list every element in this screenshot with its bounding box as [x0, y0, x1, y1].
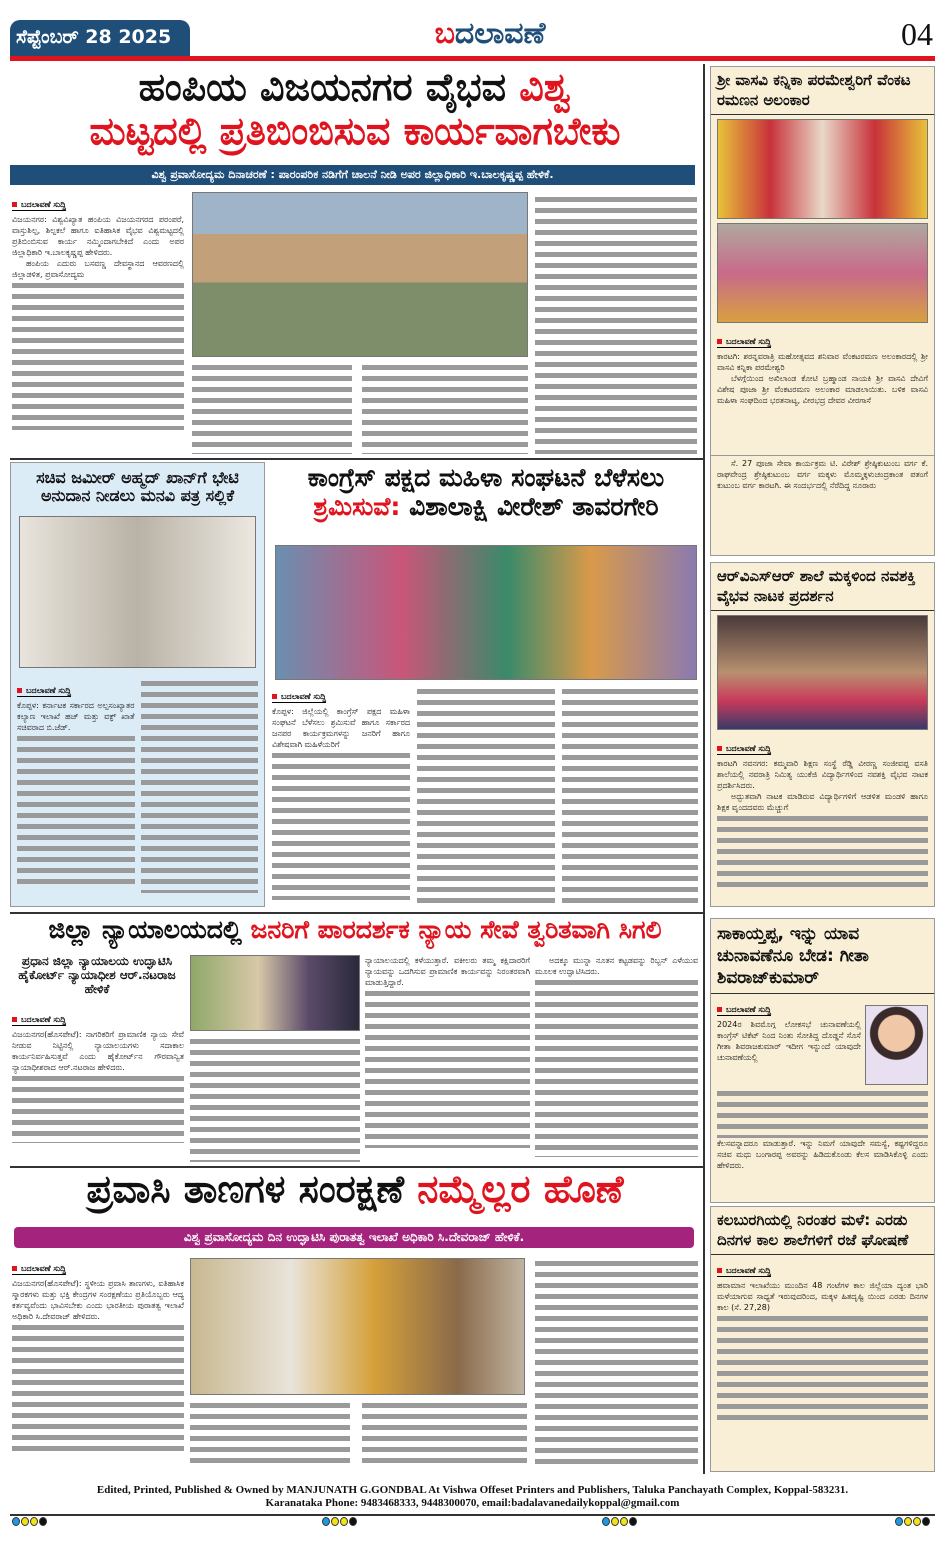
zameer-lead: ಕೊಪ್ಪಳ: ಕರ್ನಾಟಕ ಸರ್ಕಾರದ ಅಲ್ಪಸಂಖ್ಯಾತರ ಕಲ್ಯಾಣ ಇಲಾಖೆ ಹಜ್ ಮತ್ತು ವಕ್ಫ್ ಖಾತೆ ಸಚಿವರಾದ ಬಿ.ಜೆಡ್. — [17, 700, 135, 732]
geetha-tail: ಕೆಲಸವನ್ನಾದರೂ ಮಾಡುತ್ತಾರೆ. ಇನ್ನು ನಿಮಗೆ ಯಾವುದೇ ಸಮಸ್ಯೆ, ಕಷ್ಟಗಳಿದ್ದರೂ ಸಚಿವ ಮಧು ಬಂಗಾರಪ್ಪ ಅವರನ್ನು ಹಿಡಿದುಕೊಂಡು ಕೆಲಸ ಮಾಡಿಸಿಕೊಳ್ಳಿ ಎಂದು ಹೇಳಿದರು. — [717, 1139, 928, 1171]
rvsr-headline: ಆರ್‌ವಿಎಸ್‌ಆರ್ ಶಾಲೆ ಮಕ್ಕಳಿಂದ ನವಶಕ್ತಿ ವೈಭವ ನಾಟಕ ಪ್ರದರ್ಶನ — [711, 563, 934, 611]
body-text — [535, 194, 697, 454]
hampi-headline — [10, 66, 700, 153]
vasavi-photo-2 — [717, 223, 928, 323]
body-text — [190, 1036, 360, 1162]
byline: ಬದಲಾವಣೆ ಸುದ್ದಿ — [272, 692, 326, 703]
pravasi-col1 — [12, 1256, 184, 1452]
court-col3-text: ಅದಕ್ಕೂ ಮುನ್ನಾ ನೂತನ ಕಟ್ಟಡವನ್ನು ರಿಬ್ಬನ್ ಎಳೆಯುವ ಮೂಲಕ ಉದ್ಘಾಟಿಸಿದರು. — [535, 956, 698, 976]
court-lead: ವಿಜಯನಗರ(ಹೊಸಪೇಟೆ): ನಾಗರಿಕರಿಗೆ ಪ್ರಾಮಾಣಿಕ ನ್ಯಾಯ ಸೇವೆ ನೀಡುವ ನಿಟ್ಟಿನಲ್ಲಿ ನ್ಯಾಯಾಲಯಗಳು ಸದಾಕಾಲ ಕಾರ್ಯನಿರ್ವಹಿಸುತ್ತವೆ ಎಂದು ಹೈಕೋರ್ಟ್‌ನ ಗೌರವಾನ್ವಿತ ನ್ಯಾಯಾಧೀಶರಾದ ಆರ್.ನಟರಾಜ ಹೇಳಿದರು. — [12, 1030, 184, 1072]
rvsr-lead: ಕಾರಟಗಿ ನವನಗರ: ಕಮ್ಮವಾರಿ ಶಿಕ್ಷಣ ಸಂಸ್ಥೆ ರೆಡ್ಡಿ ವೀರಣ್ಣ ಸಂಜೀವಪ್ಪ ವಸತಿ ಶಾಲೆಯಲ್ಲಿ ನವರಾತ್ರಿ ನಿಮಿತ್ಯ ಯುಕೆಜಿ ವಿದ್ಯಾರ್ಥಿಗಳಿಂದ ನವಶಕ್ತಿ ವೈಭವ ನಾಟಕ ಪ್ರದರ್ಶಿಸಿದರು. — [717, 759, 928, 790]
congress-photo — [275, 545, 697, 680]
registration-marks — [12, 1517, 47, 1526]
congress-headline — [272, 464, 700, 522]
court-headline — [10, 916, 700, 945]
zameer-photo — [19, 516, 256, 668]
vasavi-article — [710, 66, 935, 456]
body-text — [12, 1073, 184, 1143]
byline: ಬದಲಾವಣೆ ಸುದ್ದಿ — [717, 337, 771, 348]
kalaburagi-article — [710, 1206, 935, 1472]
rvsr-para: ಅದ್ಭುತವಾಗಿ ನಾಟಕ ಮಾಡಿರುವ ವಿದ್ಯಾರ್ಥಿಗಳಿಗೆ ಆಡಳಿತ ಮಂಡಳಿ ಹಾಗೂ ಶಿಕ್ಷಕ ವೃಂದದವರು ಮೆಚ್ಚುಗೆ — [717, 792, 928, 812]
headline-red: ಶ್ರಮಿಸುವೆ: — [313, 491, 401, 521]
hampi-para: ಹಂಪಿಯ ಎದುರು ಬಸವಣ್ಣ ದೇವಸ್ಥಾನದ ಆವರಣದಲ್ಲಿ ಜಿಲ್ಲಾಡಳಿತ, ಪ್ರವಾಸೋದ್ಯಮ — [12, 259, 184, 279]
byline: ಬದಲಾವಣೆ ಸುದ್ದಿ — [12, 200, 66, 211]
pravasi-lead: ವಿಜಯನಗರ(ಹೊಸಪೇಟೆ): ಸ್ಥಳೀಯ ಪ್ರವಾಸಿ ತಾಣಗಳು, ಐತಿಹಾಸಿಕ ಸ್ಮಾರಕಗಳು ಮತ್ತು ಭಕ್ತಿ ಕೇಂದ್ರಗಳ ಸಂರಕ್ಷಣೆಯು ಪ್ರತಿಯೊಬ್ಬರು ಆದ್ಯ ಕರ್ತವ್ಯವೆಂದು ಭಾವಿಸಬೇಕು ಎಂದು ಭಾರತೀಯ ಪುರಾತತ್ವ ಇಲಾಖೆ ಅಧಿಕಾರಿ ಸಿ.ದೇವರಾಜ್ ಹೇಳಿದರು. — [12, 1279, 184, 1321]
headline-red-line2: ಮಟ್ಟದಲ್ಲಿ ಪ್ರತಿಬಿಂಬಿಸುವ ಕಾರ್ಯವಾಗಬೇಕು — [89, 108, 621, 153]
masthead-rule — [10, 56, 935, 61]
newspaper-title — [360, 16, 620, 51]
congress-col1 — [272, 684, 410, 900]
body-text — [362, 362, 528, 454]
headline-red: ನಮ್ಮೆಲ್ಲರ ಹೊಣೆ — [417, 1167, 624, 1211]
body-text — [535, 1258, 698, 1468]
headline-line2: ವಿಶಾಲಾಕ್ಷಿ ವೀರೇಶ್ ತಾವರಗೇರಿ — [409, 491, 659, 521]
registration-marks — [895, 1517, 930, 1526]
vasavi-lead: ಕಾರಟಗಿ: ಶರನ್ನವರಾತ್ರಿ ಮಹೋತ್ಸವದ ಶನಿವಾರ ವೆಂಕಟರಮಣ ಅಲಂಕಾರದಲ್ಲಿ ಶ್ರೀ ವಾಸವಿ ಕನ್ನಿಕಾ ಪರಮೇಶ್ವರಿ — [717, 352, 928, 372]
imprint — [0, 1484, 945, 1510]
body-text — [717, 1313, 928, 1423]
byline: ಬದಲಾವಣೆ ಸುದ್ದಿ — [17, 686, 71, 697]
registration-marks — [602, 1517, 637, 1526]
registration-marks — [322, 1517, 357, 1526]
geetha-article — [710, 918, 935, 1203]
body-text — [365, 988, 530, 1148]
kalaburagi-lead: ಹವಾಮಾನ ಇಲಾಖೆಯು ಮುಂದಿನ 48 ಗಂಟೆಗಳ ಕಾಲ ಜಿಲ್ಲೆಯಾ ದ್ಯಂತ ಭಾರಿ ಮಳೆಯಾಗುವ ಸಾಧ್ಯತೆ ಇರುವುದರಿಂದ, ಮಕ್ಕಳ ಹಿತದೃಷ್ಟಿ ಯಿಂದ ಎರಡು ದಿನಗಳ ಕಾಲ (ಸೆ. 27,28) — [717, 1281, 928, 1312]
headline-red: ವಿಶ್ವ — [519, 65, 572, 109]
body-text — [417, 686, 555, 904]
column-divider — [703, 64, 705, 1474]
byline: ಬದಲಾವಣೆ ಸುದ್ದಿ — [717, 1266, 771, 1277]
byline: ಬದಲಾವಣೆ ಸುದ್ದಿ — [717, 744, 771, 755]
byline: ಬದಲಾವಣೆ ಸುದ್ದಿ — [12, 1015, 66, 1026]
court-col2-text: ನ್ಯಾಯಾಲಯದಲ್ಲಿ ಕಳೆಯುತ್ತಾರೆ. ವಕೀಲರು ತಮ್ಮ ಕಕ್ಷಿದಾರರಿಗೆ ನ್ಯಾಯವನ್ನು ಒದಗಿಸುವ ಪ್ರಾಮಾಣಿಕ ಕಾರ್ಯವನ್ನು ನಿರಂತರವಾಗಿ ಮಾಡುತ್ತಿದ್ದಾರೆ. — [365, 956, 530, 987]
court-subhead: ಪ್ರಧಾನ ಜಿಲ್ಲಾ ನ್ಯಾಯಾಲಯ ಉದ್ಘಾಟಿಸಿ ಹೈಕೋರ್ಟ್ ನ್ಯಾಯಾಧೀಶ ಆರ್.ನಟರಾಜ ಹೇಳಿಕೆ — [18, 954, 176, 996]
body-text — [717, 813, 928, 893]
geetha-lead: 2024ರ ಶಿವಮೊಗ್ಗ ಲೋಕಸಭೆ ಚುನಾವಣೆಯಲ್ಲಿ ಕಾಂಗ್ರೆಸ್ ಟಿಕೆಟ್ ನಿಂದ ನಿಂತು ಸೋತಿದ್ದ ದೊಡ್ಡನೆ ಸೊಸೆ ಗೀತಾ ಶಿವರಾಜಕುಮಾರ್ ಇದೀಗ ಇನ್ನುಂದೆ ಯಾವುದೇ ಚುನಾವಣೆಯಲ್ಲಿ — [717, 1020, 861, 1063]
hampi-lead: ವಿಜಯನಗರ: ವಿಶ್ವವಿಖ್ಯಾತ ಹಂಪಿಯ ವಿಜಯನಗರದ ಪರಂಪರೆ, ವಾಸ್ತುಶಿಲ್ಪ, ಶಿಲ್ಪಕಲೆ ಹಾಗೂ ಐತಿಹಾಸಿಕ ವೈಭವ ವಿಶ್ವಮಟ್ಟದಲ್ಲಿ ಪ್ರತಿಬಿಂಬಿಸುವ ಕಾರ್ಯ ನಮ್ಮಿಂದಾಗಬೇಕಿದೆ ಎಂದು ಅಪರ ಜಿಲ್ಲಾಧಿಕಾರಿ ಇ.ಬಾಲಕೃಷ್ಣಪ್ಪ ಹೇಳಿದರು. — [12, 215, 184, 257]
vasavi-para: ಬೆಳಗ್ಗೆಯಿಂದ ಅಖಿಲಾಂಡ ಕೋಟಿ ಬ್ರಹ್ಮಾಂಡ ನಾಯಕಿ ಶ್ರೀ ವಾಸವಿ ದೇವಿಗೆ ವಿಶೇಷ ಪೂಜಾ ಶ್ರೀ ವೆಂಕಟರಮಣ ಅಲಂಕಾರ ಮಾಡಲಾಯಿತು. ಬಳಿಕ ವಾಸವಿ ಮಹಿಳಾ ಸಂಘದಿಂದ ಭರತನಾಟ್ಯ, ವೀರಭದ್ರ ದೇವರ ವೀರಗಾಸೆ — [717, 374, 928, 405]
headline-black: ಜಿಲ್ಲಾ ನ್ಯಾಯಾಲಯದಲ್ಲಿ — [48, 915, 242, 944]
issue-date: ಸೆಪ್ಟೆಂಬರ್ 28 2025 — [10, 20, 190, 56]
geetha-headline: ಸಾಕಾಯ್ತಪ್ಪ, ಇನ್ನು ಯಾವ ಚುನಾವಣೆನೂ ಬೇಡ: ಗೀತಾ ಶಿವರಾಜ್‌ಕುಮಾರ್ — [711, 919, 934, 994]
vasavi-continued — [710, 456, 935, 556]
pravasi-subhead: ವಿಶ್ವ ಪ್ರವಾಸೋದ್ಯಮ ದಿನ ಉದ್ಘಾಟಿಸಿ ಪುರಾತತ್ವ ಇಲಾಖೆ ಅಧಿಕಾರಿ ಸಿ.ದೇವರಾಜ್ ಹೇಳಿಕೆ. — [14, 1227, 694, 1248]
vasavi-para3: ಸೆ. 27 ಪೂಜಾ ಸೇವಾ ಕಾರ್ಯಕ್ರಮ ಟಿ. ವಿರೇಶ್ ಶ್ರೇಷ್ಠಿಕುಟುಂಬ ವರ್ಗ ಕೆ. ರಾಘವೇಂದ್ರ ಶ್ರೇಷ್ಠಿಕುಟುಂಬ ವರ್ಗ ಮಕ್ಕಳು ಮೊಮ್ಮಕ್ಕಳುಚಂದ್ರಕಾಂತ ಪತಂಗೆ ಕುಟುಂಬ ವರ್ಗ ಕಾರಟಗಿ. ಈ ಸಂದರ್ಭದಲ್ಲಿ ನೆರೆದಿದ್ದ ನೂರಾರು — [717, 459, 928, 490]
court-col1 — [12, 1007, 184, 1143]
vasavi-headline: ಶ್ರೀ ವಾಸವಿ ಕನ್ನಿಕಾ ಪರಮೇಶ್ವರಿಗೆ ವೆಂಕಟ ರಮಣನ ಅಲಂಕಾರ — [711, 67, 934, 115]
byline: ಬದಲಾವಣೆ ಸುದ್ದಿ — [12, 1264, 66, 1275]
headline-red: ಜನರಿಗೆ ಪಾರದರ್ಶಕ ನ್ಯಾಯ ಸೇವೆ ತ್ವರಿತವಾಗಿ ಸಿಗಲಿ — [250, 915, 662, 944]
court-col3 — [535, 955, 698, 1157]
congress-lead: ಕೊಪ್ಪಳ: ಜಿಲ್ಲೆಯಲ್ಲಿ ಕಾಂಗ್ರೆಸ್ ಪಕ್ಷದ ಮಹಿಳಾ ಸಂಘಟನೆ ಬೆಳೆಸಲು ಶ್ರಮಿಸುವೆ ಹಾಗೂ ಸರ್ಕಾರದ ಜನಪರ ಕಾರ್ಯಕ್ರಮಗಳನ್ನು ಜನರಿಗೆ ಹಾಗೂ ವಿಶೇಷವಾಗಿ ಮಹಿಳೆಯರಿಗೆ — [272, 707, 410, 749]
body-text — [12, 280, 184, 430]
geetha-portrait — [865, 1005, 928, 1085]
court-col2 — [365, 955, 530, 1148]
vasavi-photo-1 — [717, 119, 928, 219]
body-text — [272, 750, 410, 900]
imprint-line2: Karanataka Phone: 9483468333, 9448300070, email:badalavanedailykoppal@gmail.com — [265, 1497, 680, 1509]
headline-line1: ಕಾಂಗ್ರೆಸ್ ಪಕ್ಷದ ಮಹಿಳಾ ಸಂಘಟನೆ ಬೆಳೆಸಲು — [307, 463, 665, 492]
hampi-col1 — [12, 192, 184, 430]
zameer-article — [10, 462, 265, 907]
court-photo — [190, 955, 360, 1031]
pravasi-photo — [190, 1258, 525, 1395]
headline-black: ಪ್ರವಾಸಿ ತಾಣಗಳ ಸಂರಕ್ಷಣೆ — [86, 1167, 405, 1211]
title-blue-part: ದಲಾವಣೆ — [454, 16, 546, 51]
kalaburagi-headline: ಕಲಬುರಗಿಯಲ್ಲಿ ನಿರಂತರ ಮಳೆ: ಎರಡು ದಿನಗಳ ಕಾಲ ಶಾಲೆಗಳಿಗೆ ರಜೆ ಘೋಷಣೆ — [711, 1207, 934, 1255]
footer-rule — [10, 1514, 935, 1516]
zameer-headline: ಸಚಿವ ಜಮೀರ್ ಅಹ್ಮದ್ ಖಾನ್‌ಗೆ ಭೇಟಿ ಅನುದಾನ ನೀಡಲು ಮನವಿ ಪತ್ರ ಸಲ್ಲಿಕೆ — [36, 468, 239, 506]
imprint-line1: Edited, Printed, Published & Owned by MANJUNATH G.GONDBAL At Vishwa Offeset Printers and Publishers, Taluka Panchayath Complex, Koppal-583231. — [96, 1484, 849, 1496]
body-text — [717, 1088, 928, 1138]
title-red-part: ಬ — [434, 16, 455, 51]
rvsr-article — [710, 562, 935, 907]
headline-black: ಹಂಪಿಯ ವಿಜಯನಗರ ವೈಭವ — [138, 65, 507, 109]
hampi-photo — [192, 192, 528, 357]
byline: ಬದಲಾವಣೆ ಸುದ್ದಿ — [717, 1005, 771, 1016]
body-text — [141, 678, 259, 893]
page-number: 04 — [901, 16, 933, 52]
body-text — [190, 1400, 350, 1468]
body-text — [17, 733, 135, 888]
body-text — [12, 1322, 184, 1452]
body-text — [362, 1400, 527, 1468]
body-text — [535, 977, 698, 1157]
hampi-subhead: ವಿಶ್ವ ಪ್ರವಾಸೋದ್ಯಮ ದಿನಾಚರಣೆ : ಪಾರಂಪರಿಕ ನಡಿಗೆಗೆ ಚಾಲನೆ ನೀಡಿ ಅಪರ ಜಿಲ್ಲಾಧಿಕಾರಿ ಇ.ಬಾಲಕೃಷ್ಣಪ್ಪ ಹೇಳಿಕೆ. — [10, 165, 695, 185]
body-text — [192, 362, 352, 454]
rvsr-photo — [717, 615, 928, 730]
body-text — [562, 686, 698, 904]
pravasi-headline — [10, 1168, 700, 1212]
